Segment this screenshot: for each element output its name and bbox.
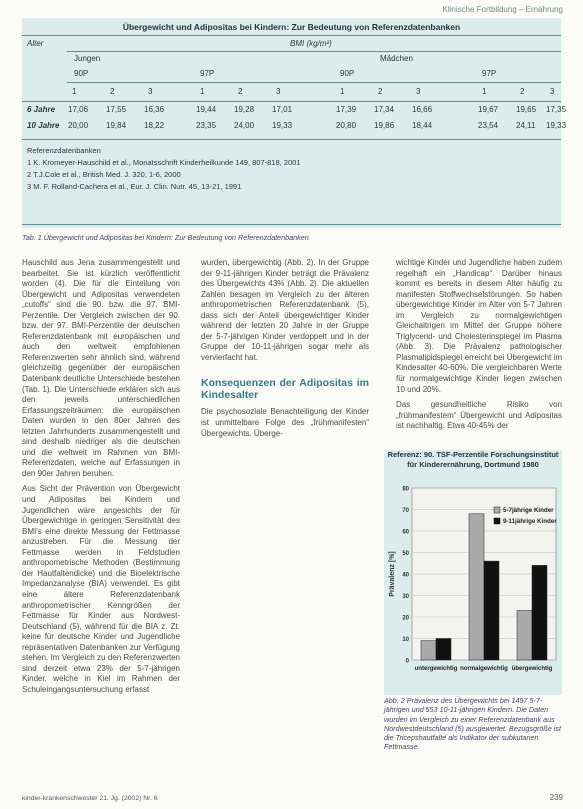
- table-cell: 20,80: [336, 121, 357, 130]
- paragraph: wurden, übergewichtig (Abb. 2). In der Gruppe der 9-11-jährigen Kinder beträgt die Prävalenz des Übergewichts 43% (Abb. 2). Die aktuellen Zahlen besagen im Vergleich zu der älteren anthropometrischen Referenzdatenbank (5), dass sich der Anteil übergewichtiger Kinder während der letzten 20 Jahre in der Gruppe der 5-7-jährigen Kinder verdoppelt und in der Gruppe der 10-11-jährigen sogar mehr als vervierfacht hat.: [201, 258, 369, 362]
- alter-label: Alter: [27, 39, 44, 48]
- table-rule: [22, 139, 561, 140]
- table-cell: 17,39: [336, 105, 357, 114]
- table-title: Übergewicht und Adipositas bei Kindern: Zur Bedeutung von Referenzdatenbanken: [122, 22, 461, 32]
- table-cell: 18,22: [144, 121, 165, 130]
- table-cell: 18,44: [412, 121, 433, 130]
- percentile-label: 97P: [482, 69, 497, 78]
- table-rule: [67, 82, 561, 83]
- table-cell: 17,06: [68, 105, 89, 114]
- ref-col-header: 3: [148, 87, 153, 96]
- table-cell: 16,66: [412, 105, 433, 114]
- page-number: 239: [549, 793, 563, 802]
- text-column-2: [201, 258, 369, 444]
- table-cell: 23,35: [196, 121, 217, 130]
- text-column-3: [396, 258, 562, 437]
- legend-swatch: [494, 507, 500, 513]
- paragraph: Das gesundheitliche Risiko von „frühmanifestem“ Übergewicht und Adipositas ist nachhaltig. Etwa 40-45% der: [396, 400, 562, 431]
- figure-caption: Abb. 2 Prävalenz des Übergewichts bei 1497 5-7-jährigen und 553 10-11-jährigen Kindern. Die Daten wurden im Vergleich zu einer Referenzdatenbank aus Nordwestdeutschland (5) ausgewertet. Bezugsgröße ist die Tricepshautfalte als Indikator der subkutanen Fettmasse.: [384, 696, 561, 752]
- table-cell: 17,55: [106, 105, 127, 114]
- table-cell: 19,33: [272, 121, 293, 130]
- bmi-label: BMI (kg/m²): [290, 39, 332, 48]
- y-tick-label: 30: [402, 594, 409, 600]
- table-cell: 20,00: [68, 121, 89, 130]
- ref-col-header: 3: [416, 87, 421, 96]
- table-cell: 17,01: [272, 105, 293, 114]
- ref-col-header: 3: [550, 87, 555, 96]
- y-tick-label: 0: [405, 658, 409, 665]
- section-heading: Konsequenzen der Adipositas im Kindesalter: [201, 377, 369, 402]
- ref-col-header: 2: [238, 87, 243, 96]
- row-label: 6 Jahre: [27, 105, 56, 114]
- legend-label: 5-7jährige Kinder: [503, 507, 554, 514]
- paragraph: Aus Sicht der Prävention von Übergewicht und Adipositas bei Kindern und Jugendlichen wäre angesichts der für Übergewichtige in geringen Sensitivität des BMI's eine direkte Messung der Fettmasse anzustreben. Für die Messung der Fettmasse werden in Feldstudien anthropometrische Methoden (Bestimmung der Hautfaltendicke) und die Bioelektrische Impedanzanalyse (BIA) verwendet. Es gibt eine ältere Referenzdatenbank anthropometrischer Kenngrößen der Fettmasse für Kinder aus Nordwest-Deutschland (5), während für die BIA z. Zt. keine für deutsche Kinder und Jugendliche repräsentativen Datenbanken zur Verfügung stehen. Im Vergleich zu den Referenzwerten sind derzeit etwa 23% der 5-7-jährigen Kinder, welche in Kiel im Rahmen der Schuleingangsuntersuchung erfasst: [22, 484, 180, 694]
- table-cell: 24,11: [516, 121, 536, 130]
- paragraph: wichtige Kinder und Jugendliche haben zudem regelhaft ein „Handicap“. Darüber hinaus kommt es bereits in diesem Alter häufig zu manifesten Stoffwechselstörungen. So haben übergewichtige Kinder im Alter von 5-7 Jahren im Vergleich zu normalgewichtigen Gleichaltrigen im Mittel der Gruppe höhere Triglycerid- und Cholesterinspiegel im Plasma (Abb. 3). Die Prävalenz pathologischer Plasmalipidspiegel erreicht bei Übergewicht im Kindesalter 40-60%. Die vergleichbaren Werte für normalgewichtige Kinder liegen zwischen 10 und 20%.: [396, 258, 562, 394]
- table-cell: 17,34: [374, 105, 395, 114]
- bar-9-11-2: [532, 565, 547, 660]
- table-cell: 19,44: [196, 105, 217, 114]
- bar-5-7-0: [421, 641, 436, 660]
- table-cell: 19,86: [374, 121, 395, 130]
- table-cell: 19,28: [234, 105, 255, 114]
- table-cell: 16,36: [144, 105, 165, 114]
- paragraph: Hauschild aus Jena zusammengestellt und bearbeitet. Sie ist kürzlich veröffentlicht worden (4). Die für die Einteilung von Übergewicht und Adipositas verwendeten „cutoffs“ sind die 90. bzw. die 97. BMI-Perzentile. Der Vergleich zwischen der 90. bzw. der 97. BMI-Perzentile der deutschen Referenzdatenbank mit europäischen und auch den weltweit empfohlenen Referenzwerten sehr ähnlich sind, während gleichzeitig gegenüber der europäischen Datenbank deutliche Unterschiede bestehen (Tab. 1). Die Unterschiede erklären sich aus den jeweils unterschiedlichen Erfassungszeiträumen: die europäischen Daten wurden in den 80er Jahren des letzten Jahrhunderts zusammengestellt und sind deshalb niedriger als die deutschen und die weltweit im Rahmen von BMI-Referenzdaten, welche auf Erfassungen in den 90er Jahren beruhen.: [22, 258, 180, 478]
- table-cell: 24,00: [234, 121, 255, 130]
- table-cell: 17,35: [546, 105, 567, 114]
- y-axis-label: Prävalenz [%]: [389, 551, 396, 597]
- ref-col-header: 1: [72, 87, 77, 96]
- y-tick-label: 20: [402, 615, 409, 622]
- ref-col-header: 2: [110, 87, 115, 96]
- bar-9-11-0: [436, 639, 451, 661]
- ref-item: 3 M. F. Rolland-Cachera et al., Eur. J. Clin. Nutr. 45, 13-21, 1991: [27, 182, 242, 191]
- ref-col-header: 2: [378, 87, 383, 96]
- bar-chart: [384, 472, 562, 692]
- ref-item: 1 K. Kromeyer-Hauschild et al., Monatsschrift Kinderheilkunde 149, 807-818, 2001: [27, 158, 301, 167]
- table-rule: [22, 101, 561, 102]
- table-cell: 19,33: [546, 121, 567, 130]
- figure-2: [384, 450, 562, 695]
- y-tick-label: 40: [402, 572, 409, 579]
- ref-col-header: 3: [276, 87, 281, 96]
- percentile-label: 90P: [74, 69, 89, 78]
- table-cell: 19,65: [516, 105, 537, 114]
- footer-journal: kinder-krankenschwester 21. Jg. (2002) Nr. 6: [22, 795, 158, 802]
- section-header: Klinische Fortbildung – Ernährung: [442, 5, 563, 14]
- refs-title: Referenzdatenbanken: [27, 146, 101, 155]
- ref-col-header: 1: [340, 87, 345, 96]
- percentile-label: 97P: [200, 69, 215, 78]
- x-tick-label: übergewichtig: [511, 666, 553, 672]
- table-1: [22, 18, 567, 228]
- table-caption: Tab. 1 Übergewicht und Adipositas bei Kindern: Zur Bedeutung von Referenzdatenbanken: [22, 233, 309, 242]
- y-tick-label: 60: [402, 529, 409, 536]
- table-rule: [22, 35, 561, 36]
- group-boys: Jungen: [74, 54, 101, 63]
- chart-title: Referenz: 90. TSF-Perzentile Forschungsinstitut für Kinderernährung, Dortmund 1980: [387, 450, 559, 469]
- y-tick-label: 80: [402, 486, 409, 493]
- table-rule: [22, 224, 561, 225]
- y-tick-label: 10: [402, 637, 409, 643]
- table-rule: [67, 51, 561, 52]
- group-girls: Mädchen: [380, 54, 413, 63]
- row-label: 10 Jahre: [27, 121, 60, 130]
- x-tick-label: untergewichtig: [414, 666, 458, 672]
- ref-col-header: 2: [520, 87, 525, 96]
- y-tick-label: 70: [402, 508, 409, 514]
- bar-5-7-1: [469, 514, 484, 660]
- bar-9-11-1: [484, 561, 499, 660]
- bar-5-7-2: [517, 611, 532, 660]
- legend-swatch: [494, 518, 500, 524]
- table-cell: 23,54: [478, 121, 499, 130]
- paragraph: Die psychosoziale Benachteiligung der Kinder ist unmittelbare Folge des „frühmanifesten“ Übergewichts. Überge-: [201, 407, 369, 438]
- x-tick-label: normalgewichtig: [460, 666, 508, 672]
- ref-item: 2 T.J.Cole et al., British Med. J. 320, 1-6, 2000: [27, 170, 181, 179]
- y-tick-label: 50: [402, 551, 409, 557]
- text-column-1: [22, 258, 180, 700]
- legend-label: 9-11jährige Kinder: [503, 518, 557, 525]
- ref-col-header: 1: [200, 87, 205, 96]
- percentile-label: 90P: [340, 69, 355, 78]
- table-cell: 19,84: [106, 121, 127, 130]
- ref-col-header: 1: [482, 87, 487, 96]
- table-cell: 19,67: [478, 105, 499, 114]
